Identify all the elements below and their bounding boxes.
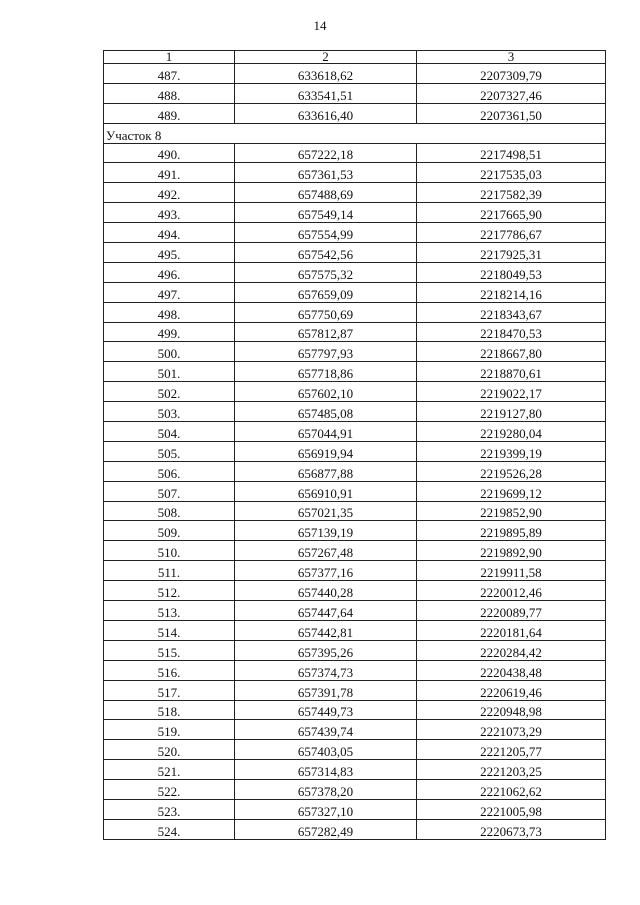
x-coordinate-cell: 657377,16 xyxy=(235,561,417,581)
table-row xyxy=(104,322,606,342)
x-coordinate-cell: 657391,78 xyxy=(235,680,417,700)
y-coordinate-cell: 2217786,67 xyxy=(417,223,606,243)
y-coordinate-cell: 2219892,90 xyxy=(417,541,606,561)
point-number-cell: 511. xyxy=(104,561,235,581)
table-row xyxy=(104,183,606,203)
x-coordinate-cell: 657659,09 xyxy=(235,282,417,302)
table-row xyxy=(104,561,606,581)
y-coordinate-cell: 2221005,98 xyxy=(417,799,606,819)
point-number-cell: 520. xyxy=(104,740,235,760)
y-coordinate-cell: 2218343,67 xyxy=(417,302,606,322)
table-row xyxy=(104,143,606,163)
point-number-cell: 518. xyxy=(104,700,235,720)
y-coordinate-cell: 2218667,80 xyxy=(417,342,606,362)
table-row xyxy=(104,740,606,760)
point-number-cell: 489. xyxy=(104,103,235,123)
point-number-cell: 509. xyxy=(104,521,235,541)
y-coordinate-cell: 2220089,77 xyxy=(417,601,606,621)
x-coordinate-cell: 657602,10 xyxy=(235,382,417,402)
point-number-cell: 508. xyxy=(104,501,235,521)
table-row xyxy=(104,581,606,601)
y-coordinate-cell: 2219895,89 xyxy=(417,521,606,541)
y-coordinate-cell: 2218470,53 xyxy=(417,322,606,342)
x-coordinate-cell: 657361,53 xyxy=(235,163,417,183)
x-coordinate-cell: 657554,99 xyxy=(235,223,417,243)
x-coordinate-cell: 656919,94 xyxy=(235,441,417,461)
point-number-cell: 493. xyxy=(104,203,235,223)
y-coordinate-cell: 2207327,46 xyxy=(417,83,606,103)
point-number-cell: 498. xyxy=(104,302,235,322)
x-coordinate-cell: 657750,69 xyxy=(235,302,417,322)
coordinates-table-body xyxy=(104,51,606,840)
x-coordinate-cell: 657044,91 xyxy=(235,422,417,442)
table-row xyxy=(104,780,606,800)
point-number-cell: 515. xyxy=(104,640,235,660)
y-coordinate-cell: 2221203,25 xyxy=(417,760,606,780)
point-number-cell: 500. xyxy=(104,342,235,362)
section-label: Участок 8 xyxy=(104,123,606,143)
x-coordinate-cell: 657374,73 xyxy=(235,660,417,680)
point-number-cell: 494. xyxy=(104,223,235,243)
point-number-cell: 512. xyxy=(104,581,235,601)
table-row xyxy=(104,64,606,84)
column-header-x: 2 xyxy=(235,51,417,64)
point-number-cell: 488. xyxy=(104,83,235,103)
table-row xyxy=(104,422,606,442)
point-number-cell: 502. xyxy=(104,382,235,402)
x-coordinate-cell: 657403,05 xyxy=(235,740,417,760)
y-coordinate-cell: 2207361,50 xyxy=(417,103,606,123)
table-row xyxy=(104,302,606,322)
x-coordinate-cell: 657718,86 xyxy=(235,362,417,382)
point-number-cell: 492. xyxy=(104,183,235,203)
point-number-cell: 490. xyxy=(104,143,235,163)
coordinates-table xyxy=(103,50,606,840)
point-number-cell: 491. xyxy=(104,163,235,183)
point-number-cell: 496. xyxy=(104,262,235,282)
section-row xyxy=(104,123,606,143)
y-coordinate-cell: 2218049,53 xyxy=(417,262,606,282)
x-coordinate-cell: 657440,28 xyxy=(235,581,417,601)
y-coordinate-cell: 2220438,48 xyxy=(417,660,606,680)
table-row xyxy=(104,501,606,521)
x-coordinate-cell: 657488,69 xyxy=(235,183,417,203)
x-coordinate-cell: 657542,56 xyxy=(235,243,417,263)
y-coordinate-cell: 2218214,16 xyxy=(417,282,606,302)
y-coordinate-cell: 2220673,73 xyxy=(417,819,606,839)
y-coordinate-cell: 2219526,28 xyxy=(417,461,606,481)
point-number-cell: 503. xyxy=(104,402,235,422)
y-coordinate-cell: 2217535,03 xyxy=(417,163,606,183)
x-coordinate-cell: 657327,10 xyxy=(235,799,417,819)
point-number-cell: 517. xyxy=(104,680,235,700)
y-coordinate-cell: 2207309,79 xyxy=(417,64,606,84)
table-row xyxy=(104,819,606,839)
point-number-cell: 519. xyxy=(104,720,235,740)
table-row xyxy=(104,799,606,819)
point-number-cell: 522. xyxy=(104,780,235,800)
y-coordinate-cell: 2220284,42 xyxy=(417,640,606,660)
x-coordinate-cell: 657222,18 xyxy=(235,143,417,163)
x-coordinate-cell: 656877,88 xyxy=(235,461,417,481)
x-coordinate-cell: 657575,32 xyxy=(235,262,417,282)
x-coordinate-cell: 657439,74 xyxy=(235,720,417,740)
x-coordinate-cell: 633541,51 xyxy=(235,83,417,103)
table-row xyxy=(104,481,606,501)
table-row xyxy=(104,461,606,481)
table-row xyxy=(104,640,606,660)
table-row xyxy=(104,83,606,103)
y-coordinate-cell: 2219699,12 xyxy=(417,481,606,501)
y-coordinate-cell: 2221062,62 xyxy=(417,780,606,800)
x-coordinate-cell: 657267,48 xyxy=(235,541,417,561)
table-row xyxy=(104,262,606,282)
table-row xyxy=(104,620,606,640)
table-row xyxy=(104,680,606,700)
table-row xyxy=(104,103,606,123)
table-row xyxy=(104,601,606,621)
table-row xyxy=(104,382,606,402)
page-number: 14 xyxy=(313,18,327,33)
point-number-cell: 506. xyxy=(104,461,235,481)
point-number-cell: 497. xyxy=(104,282,235,302)
x-coordinate-cell: 657378,20 xyxy=(235,780,417,800)
x-coordinate-cell: 633618,62 xyxy=(235,64,417,84)
x-coordinate-cell: 657442,81 xyxy=(235,620,417,640)
point-number-cell: 501. xyxy=(104,362,235,382)
table-row xyxy=(104,163,606,183)
x-coordinate-cell: 657021,35 xyxy=(235,501,417,521)
x-coordinate-cell: 656910,91 xyxy=(235,481,417,501)
y-coordinate-cell: 2221073,29 xyxy=(417,720,606,740)
point-number-cell: 504. xyxy=(104,422,235,442)
table-row xyxy=(104,203,606,223)
y-coordinate-cell: 2219911,58 xyxy=(417,561,606,581)
y-coordinate-cell: 2217498,51 xyxy=(417,143,606,163)
y-coordinate-cell: 2217665,90 xyxy=(417,203,606,223)
x-coordinate-cell: 657549,14 xyxy=(235,203,417,223)
table-row xyxy=(104,362,606,382)
y-coordinate-cell: 2219399,19 xyxy=(417,441,606,461)
point-number-cell: 510. xyxy=(104,541,235,561)
y-coordinate-cell: 2220181,64 xyxy=(417,620,606,640)
y-coordinate-cell: 2219852,90 xyxy=(417,501,606,521)
x-coordinate-cell: 657282,49 xyxy=(235,819,417,839)
x-coordinate-cell: 633616,40 xyxy=(235,103,417,123)
y-coordinate-cell: 2219022,17 xyxy=(417,382,606,402)
point-number-cell: 513. xyxy=(104,601,235,621)
x-coordinate-cell: 657812,87 xyxy=(235,322,417,342)
y-coordinate-cell: 2219280,04 xyxy=(417,422,606,442)
x-coordinate-cell: 657139,19 xyxy=(235,521,417,541)
y-coordinate-cell: 2220619,46 xyxy=(417,680,606,700)
table-row xyxy=(104,402,606,422)
table-row xyxy=(104,521,606,541)
x-coordinate-cell: 657797,93 xyxy=(235,342,417,362)
x-coordinate-cell: 657449,73 xyxy=(235,700,417,720)
point-number-cell: 507. xyxy=(104,481,235,501)
column-header-y: 3 xyxy=(417,51,606,64)
column-header-point: 1 xyxy=(104,51,235,64)
x-coordinate-cell: 657314,83 xyxy=(235,760,417,780)
y-coordinate-cell: 2220012,46 xyxy=(417,581,606,601)
table-row xyxy=(104,441,606,461)
table-row xyxy=(104,541,606,561)
y-coordinate-cell: 2217582,39 xyxy=(417,183,606,203)
y-coordinate-cell: 2217925,31 xyxy=(417,243,606,263)
point-number-cell: 524. xyxy=(104,819,235,839)
table-row xyxy=(104,282,606,302)
y-coordinate-cell: 2218870,61 xyxy=(417,362,606,382)
y-coordinate-cell: 2220948,98 xyxy=(417,700,606,720)
table-row xyxy=(104,243,606,263)
point-number-cell: 521. xyxy=(104,760,235,780)
point-number-cell: 514. xyxy=(104,620,235,640)
y-coordinate-cell: 2221205,77 xyxy=(417,740,606,760)
point-number-cell: 487. xyxy=(104,64,235,84)
table-row xyxy=(104,223,606,243)
table-header-row xyxy=(104,51,606,64)
x-coordinate-cell: 657485,08 xyxy=(235,402,417,422)
table-row xyxy=(104,720,606,740)
point-number-cell: 516. xyxy=(104,660,235,680)
table-row xyxy=(104,660,606,680)
point-number-cell: 495. xyxy=(104,243,235,263)
table-row xyxy=(104,760,606,780)
table-row xyxy=(104,342,606,362)
x-coordinate-cell: 657395,26 xyxy=(235,640,417,660)
table-row xyxy=(104,700,606,720)
point-number-cell: 523. xyxy=(104,799,235,819)
point-number-cell: 499. xyxy=(104,322,235,342)
x-coordinate-cell: 657447,64 xyxy=(235,601,417,621)
point-number-cell: 505. xyxy=(104,441,235,461)
y-coordinate-cell: 2219127,80 xyxy=(417,402,606,422)
